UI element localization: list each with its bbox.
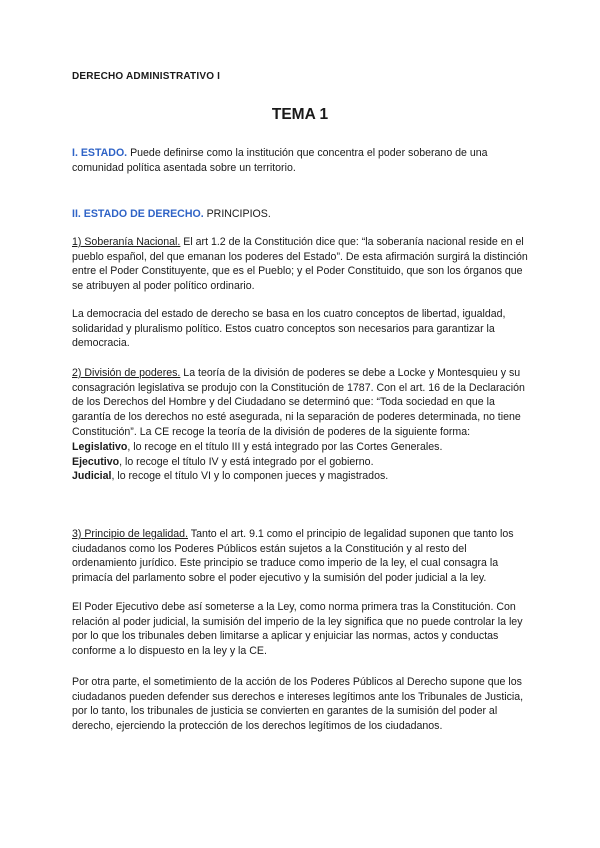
power-judicial <box>72 469 528 484</box>
power-text: , lo recoge en el título III y está integrado por las Cortes Generales. <box>127 441 443 453</box>
division-text: La teoría de la división de poderes se debe a Locke y Montesquieu y su consagración legislativa se produjo con la Constitución de 1787. Con el art. 16 de la Declaración de los Derechos del Hombre y del Ciudadano se determinó que: “Toda sociedad en que la garantía de los derechos no esté asegurada, ni la separación de poderes determinada, no tiene Constitución”. La CE recoge la teoría de la división de poderes de la siguiente forma: <box>72 367 525 438</box>
power-ejecutivo <box>72 455 528 470</box>
power-text: , lo recoge el título VI y lo componen jueces y magistrados. <box>111 470 389 483</box>
paragraph-democracia: La democracia del estado de derecho se basa en los cuatro conceptos de libertad, igualdad, solidaridad y pluralismo político. Estos cuatro conceptos son necesarios para garantizar la democracia. <box>72 308 506 350</box>
paragraph-final: Por otra parte, el sometimiento de la acción de los Poderes Públicos al Derecho supone que los ciudadanos pueden defender sus derechos e intereses legítimos ante los Tribunales de Justicia, por lo tanto, los tribunales de justicia se convierten en garantes de la sumisión del poder al derecho, ejerciendo la protección de los derechos legítimos de los ciudadanos. <box>72 676 524 733</box>
course-header: DERECHO ADMINISTRATIVO I <box>72 71 221 82</box>
section-estado-label: I. ESTADO. <box>72 147 128 159</box>
section-estado <box>72 146 528 175</box>
soberania-heading: 1) Soberanía Nacional. <box>72 236 181 248</box>
soberania-text: El art 1.2 de la Constitución dice que: “la soberanía nacional reside en el pueblo español, del que emanan los poderes del Estado”. De esta afirmación surgirá la distinción entre el Poder Constituyente, que es el Pueblo; y el Poder Constituido, que son los órganos que se atribuyen al poder político ordinario. <box>72 236 528 293</box>
legalidad-text: Tanto el art. 9.1 como el principio de legalidad suponen que tanto los ciudadanos como los Poderes Públicos están sujetos a la Constitución y al resto del ordenamiento jurídico. Este principio se traduce como imperio de la ley, el cual consagra la primacía del parlamento sobre el poder ejecutivo y la sumisión del poder judicial a la ley. <box>72 528 514 585</box>
section-estado-derecho-text: PRINCIPIOS. <box>203 208 271 220</box>
legalidad-heading: 3) Principio de legalidad. <box>72 528 189 540</box>
power-legislativo <box>72 440 528 455</box>
division-heading: 2) División de poderes. <box>72 367 181 379</box>
powers-list <box>72 440 528 484</box>
paragraph-soberania <box>72 235 528 294</box>
section-estado-derecho-label: II. ESTADO DE DERECHO. <box>72 208 204 220</box>
power-name: Judicial <box>72 470 112 483</box>
page-title: TEMA 1 <box>271 106 329 123</box>
paragraph-legalidad <box>72 527 528 586</box>
power-name: Ejecutivo <box>72 455 120 468</box>
paragraph-ejecutivo: El Poder Ejecutivo debe así someterse a la Ley, como norma primera tras la Constitución. Con relación al poder judicial, la sumisión del imperio de la ley significa que no puede controlar la ley por lo que los tribunales deben limitarse a aplicar y enjuiciar las normas, actos y conductas conforme a lo dispuesto en la ley y la CE. <box>72 601 523 658</box>
power-name: Legislativo <box>72 441 128 453</box>
paragraph-division <box>72 366 528 440</box>
power-text: , lo recoge el título IV y está integrado por el gobierno. <box>119 455 374 468</box>
section-estado-derecho <box>72 207 528 222</box>
section-estado-text: Puede definirse como la institución que concentra el poder soberano de una comunidad política asentada sobre un territorio. <box>72 147 488 174</box>
